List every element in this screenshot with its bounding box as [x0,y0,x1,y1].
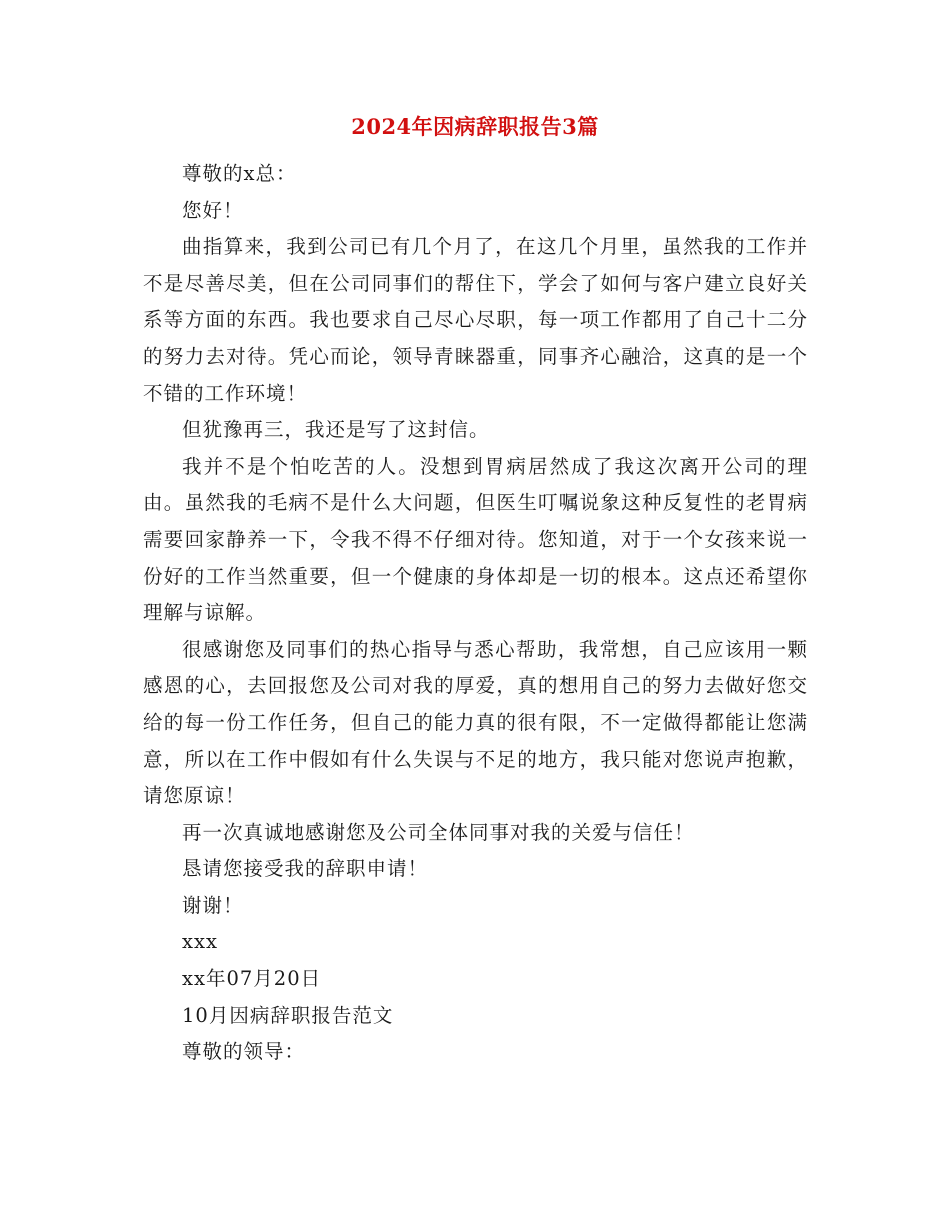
closing-thanks: 谢谢！ [182,893,244,917]
body-paragraph: 很感谢您及同事们的热心指导与悉心帮助，我常想，自己应该用一颗感恩的心，去回报您及公司对我的厚爱，真的想用自己的努力去做好您交给的每一份工作任务，但自己的能力真的很有限，不一定做得都能让您满意，所以在工作中假如有什么失误与不足的地方，我只能对您说声抱歉，请您原谅！ [143,637,808,808]
signature-name: xxx [182,930,218,954]
signature-date: xx年07月20日 [182,967,322,991]
section-heading: 10月因病辞职报告范文 [182,1003,394,1027]
body-paragraph: 我并不是个怕吃苦的人。没想到胃病居然成了我这次离开公司的理由。虽然我的毛病不是什么大问题，但医生叮嘱说象这种反复性的老胃病需要回家静养一下，令我不得不仔细对待。您知道，对于一个女孩来说一份好的工作当然重要，但一个健康的身体却是一切的根本。这点还希望你理解与谅解。 [143,454,808,625]
body-paragraph: 但犹豫再三，我还是写了这封信。 [182,418,490,442]
greeting: 您好！ [182,198,244,222]
document-title: 2024年因病辞职报告3篇 [351,114,599,139]
body-paragraph: 曲指算来，我到公司已有几个月了，在这几个月里，虽然我的工作并不是尽善尽美，但在公司同事们的帮住下，学会了如何与客户建立良好关系等方面的东西。我也要求自己尽心尽职，每一项工作都用了自己十二分的努力去对待。凭心而论，领导青睐器重，同事齐心融洽，这真的是一个不错的工作环境！ [143,235,808,405]
salutation: 尊敬的领导： [182,1040,306,1064]
document-body [143,156,808,1071]
body-paragraph: 再一次真诚地感谢您及公司全体同事对我的关爱与信任！ [182,820,695,844]
salutation: 尊敬的x总： [182,162,297,185]
body-paragraph: 恳请您接受我的辞职申请！ [182,857,429,881]
